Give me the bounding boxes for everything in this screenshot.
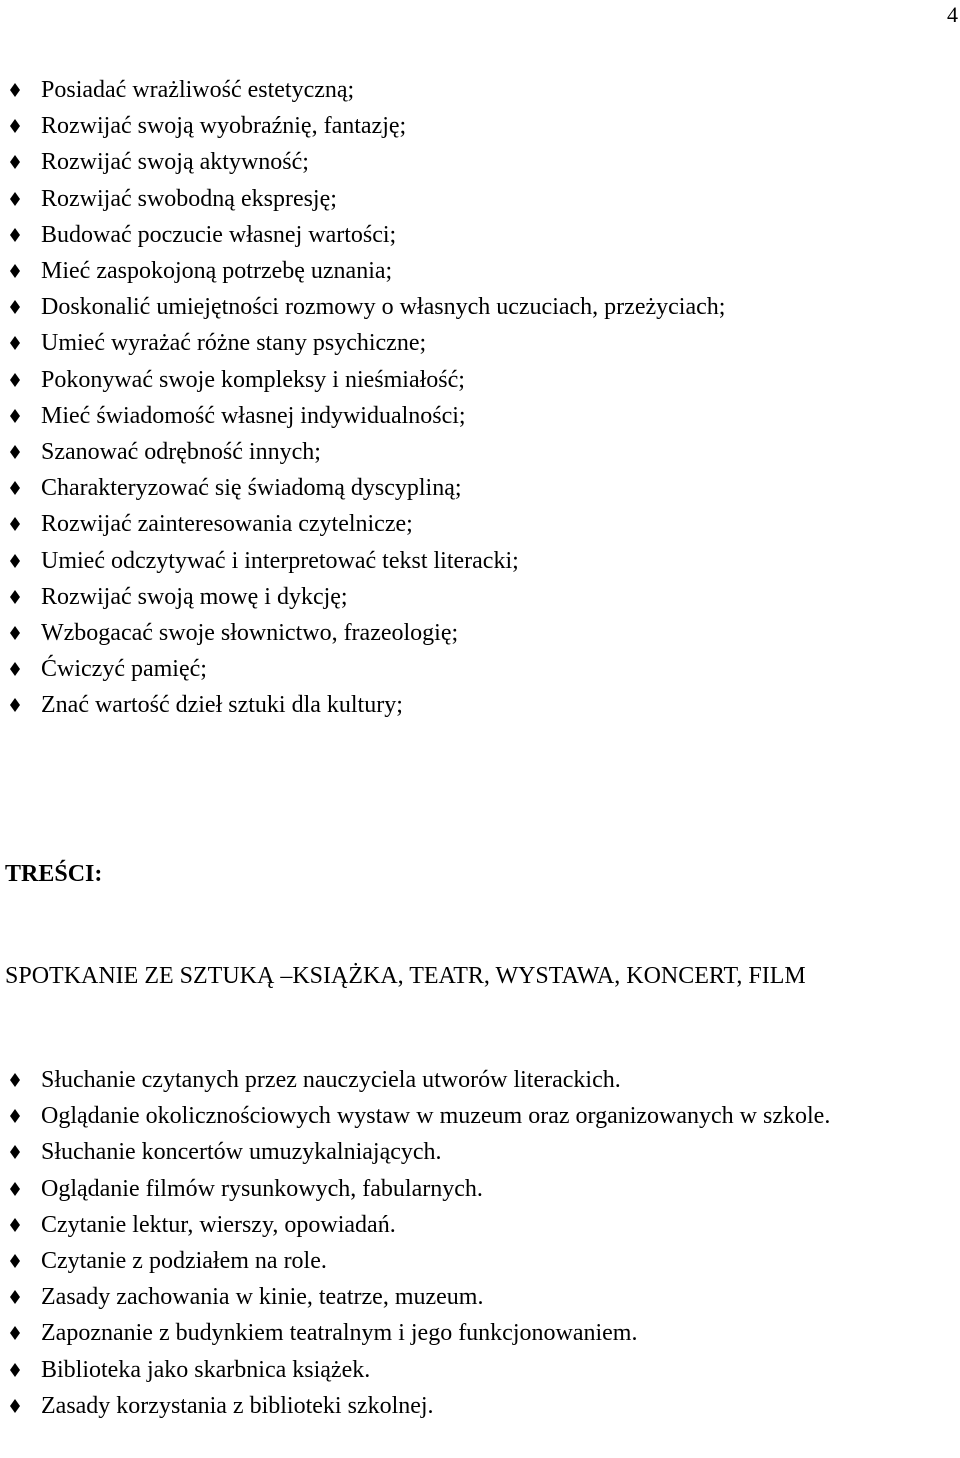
list-item-text: Budować poczucie własnej wartości; <box>41 221 397 248</box>
list-item <box>0 72 725 108</box>
list-item <box>0 1315 941 1351</box>
list-item <box>0 434 725 470</box>
list-item <box>0 1279 941 1315</box>
list-item <box>0 1388 941 1424</box>
list-item-text: Charakteryzować się świadomą dyscypliną; <box>41 475 462 502</box>
section-subheading: SPOTKANIE ZE SZTUKĄ –KSIĄŻKA, TEATR, WYSTAWA, KONCERT, FILM <box>5 963 806 989</box>
list-item <box>0 253 725 289</box>
list-item-text: Mieć zaspokojoną potrzebę uznania; <box>41 258 393 285</box>
diamond-bullet-icon <box>10 1290 20 1304</box>
list-item-text: Czytanie lektur, wierszy, opowiadań. <box>41 1211 396 1238</box>
diamond-bullet-icon <box>10 264 20 278</box>
list-item <box>0 543 725 579</box>
list-item <box>0 1171 941 1207</box>
diamond-bullet-icon <box>10 517 20 531</box>
diamond-bullet-icon <box>10 554 20 568</box>
list-item <box>0 398 725 434</box>
list-item-text: Czytanie z podziałem na role. <box>41 1248 327 1275</box>
diamond-bullet-icon <box>10 83 20 97</box>
list-item <box>0 470 725 506</box>
diamond-bullet-icon <box>10 119 20 133</box>
diamond-bullet-icon <box>10 698 20 712</box>
list-item-text: Pokonywać swoje kompleksy i nieśmiałość; <box>41 366 465 393</box>
diamond-bullet-icon <box>10 445 20 459</box>
diamond-bullet-icon <box>10 1109 20 1123</box>
list-item-text: Znać wartość dzieł sztuki dla kultury; <box>41 692 403 719</box>
list-item-text: Oglądanie okolicznościowych wystaw w muzeum oraz organizowanych w szkole. <box>41 1103 831 1130</box>
diamond-bullet-icon <box>10 590 20 604</box>
list-item-text: Słuchanie czytanych przez nauczyciela utworów literackich. <box>41 1067 621 1093</box>
list-item-text: Rozwijać swobodną ekspresję; <box>41 185 337 212</box>
diamond-bullet-icon <box>10 1254 20 1268</box>
list-item <box>0 579 725 615</box>
list-item <box>0 1062 941 1098</box>
list-item <box>0 1207 941 1243</box>
list-item-text: Rozwijać swoją wyobraźnię, fantazję; <box>41 113 407 140</box>
list-item <box>0 289 725 325</box>
list-item-text: Zasady zachowania w kinie, teatrze, muzeum. <box>41 1284 484 1311</box>
list-item-text: Posiadać wrażliwość estetyczną; <box>41 77 355 103</box>
diamond-bullet-icon <box>10 481 20 495</box>
diamond-bullet-icon <box>10 192 20 206</box>
list-item-text: Wzbogacać swoje słownictwo, frazeologię; <box>41 620 459 647</box>
list-item-text: Rozwijać swoją mowę i dykcję; <box>41 583 348 610</box>
diamond-bullet-icon <box>10 409 20 423</box>
list-item-text: Zasady korzystania z biblioteki szkolnej. <box>41 1392 434 1419</box>
diamond-bullet-icon <box>10 626 20 640</box>
list-item <box>0 1134 941 1170</box>
contents-list <box>0 1062 941 1424</box>
list-item <box>0 325 725 361</box>
diamond-bullet-icon <box>10 1399 20 1413</box>
diamond-bullet-icon <box>10 662 20 676</box>
list-item <box>0 144 725 180</box>
list-item <box>0 108 725 144</box>
list-item-text: Biblioteka jako skarbnica książek. <box>41 1356 371 1383</box>
diamond-bullet-icon <box>10 300 20 314</box>
list-item <box>0 651 725 687</box>
list-item <box>0 687 725 723</box>
list-item <box>0 506 725 542</box>
list-item <box>0 1352 941 1388</box>
list-item <box>0 615 725 651</box>
list-item-text: Rozwijać zainteresowania czytelnicze; <box>41 511 413 538</box>
section-heading: TREŚCI: <box>5 861 103 887</box>
diamond-bullet-icon <box>10 228 20 242</box>
list-item-text: Mieć świadomość własnej indywidualności; <box>41 402 466 429</box>
goals-list <box>0 72 725 724</box>
diamond-bullet-icon <box>10 155 20 169</box>
page-number: 4 <box>947 2 958 27</box>
list-item-text: Zapoznanie z budynkiem teatralnym i jego funkcjonowaniem. <box>41 1320 638 1347</box>
list-item-text: Słuchanie koncertów umuzykalniających. <box>41 1139 442 1166</box>
list-item <box>0 181 725 217</box>
list-item <box>0 217 725 253</box>
diamond-bullet-icon <box>10 373 20 387</box>
list-item-text: Umieć odczytywać i interpretować tekst literacki; <box>41 547 519 574</box>
diamond-bullet-icon <box>10 1145 20 1159</box>
diamond-bullet-icon <box>10 1182 20 1196</box>
list-item-text: Ćwiczyć pamięć; <box>41 656 207 683</box>
list-item-text: Oglądanie filmów rysunkowych, fabularnych. <box>41 1175 483 1202</box>
list-item-text: Rozwijać swoją aktywność; <box>41 149 309 176</box>
diamond-bullet-icon <box>10 1363 20 1377</box>
diamond-bullet-icon <box>10 336 20 350</box>
diamond-bullet-icon <box>10 1073 20 1087</box>
list-item <box>0 1098 941 1134</box>
diamond-bullet-icon <box>10 1218 20 1232</box>
list-item-text: Doskonalić umiejętności rozmowy o własnych uczuciach, przeżyciach; <box>41 294 726 321</box>
list-item-text: Umieć wyrażać różne stany psychiczne; <box>41 330 427 357</box>
list-item <box>0 362 725 398</box>
list-item <box>0 1243 941 1279</box>
list-item-text: Szanować odrębność innych; <box>41 439 321 466</box>
diamond-bullet-icon <box>10 1326 20 1340</box>
